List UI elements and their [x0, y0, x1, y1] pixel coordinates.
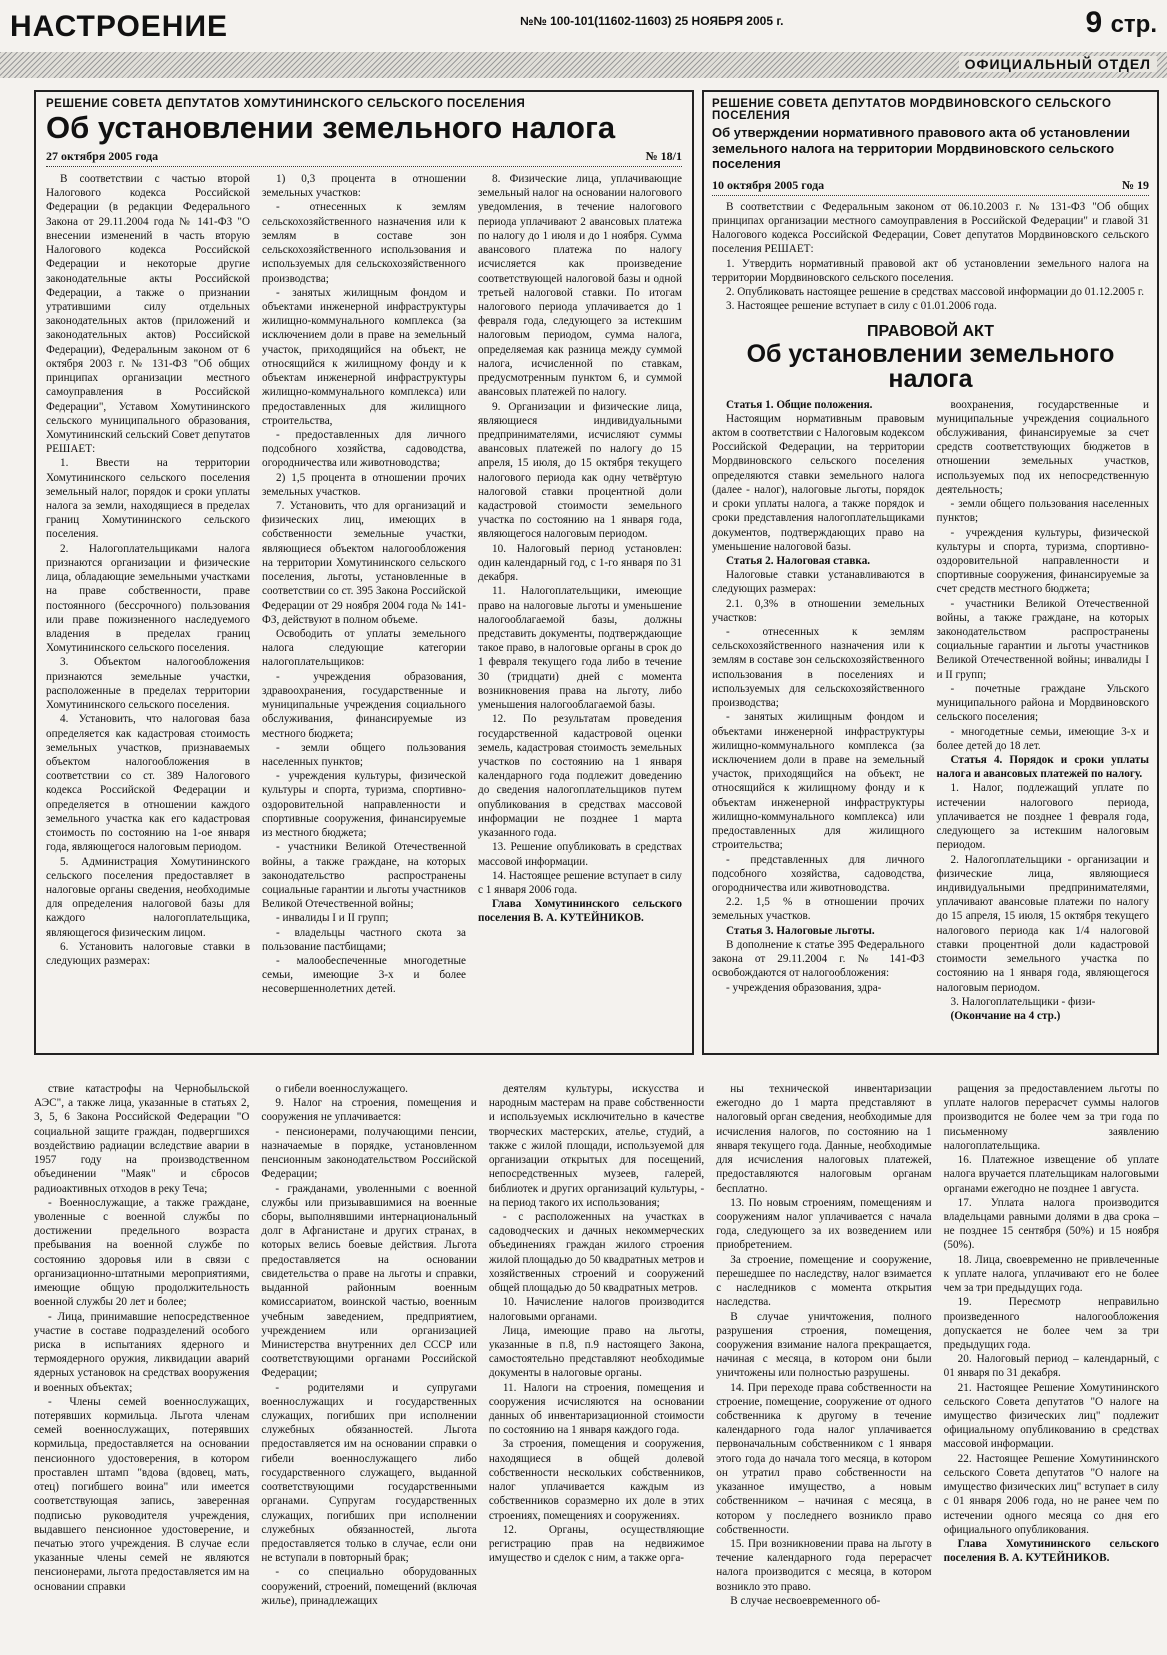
paragraph: - участники Великой Отечественной войны, а также граждане, на которых законодательством распространены социальные гарантии и льготы участников Великой Отечественной войны; инвалиды I и II групп;	[936, 597, 1149, 681]
paragraph: В случае уничтожения, полного разрушения строения, помещения, сооружения взимание налога прекращается, начиная с месяца, в котором они были уничтожены или полностью разрушены.	[716, 1310, 932, 1380]
paragraph: - учреждения образования, здравоохранения, государственные и муниципальные учреждения социального обслуживания, финансируемые из местного бюджета;	[262, 670, 466, 740]
paragraph: 2.2. 1,5 % в отношении прочих земельных участков.	[712, 896, 925, 923]
article-mordvinovo	[702, 90, 1159, 1055]
paragraph: Глава Хомутининского сельского поселения В. А. КУТЕЙНИКОВ.	[478, 898, 682, 925]
paragraph: - учреждения образования, здра-	[726, 981, 882, 994]
paragraph: В дополнение к статье 395 Федерального закона от 29.11.2004 г. № 141-ФЗ освобождаются от налогообложения:	[712, 938, 925, 980]
paragraph: 22. Настоящее Решение Хомутининского сельского Совета депутатов "О налоге на имущество физических лиц" вступает в силу с 01 января 2006 года, но не ранее чем по истечении одного месяца со дня его официального опубликования.	[943, 1452, 1160, 1536]
paragraph: 6. Установить налоговые ставки в следующих размерах:	[46, 940, 250, 968]
article-number: № 19	[1121, 177, 1149, 192]
paragraph: 12. Органы, осуществляющие регистрацию прав на недвижимое имущество и сделок с ним, а также орга-	[488, 1523, 705, 1565]
paragraph: - пенсионерами, получающими пенсии, назначаемые в порядке, установленном пенсионным законодательством Российской Федерации;	[261, 1125, 477, 1181]
paragraph: 9. Организации и физические лица, являющиеся индивидуальными предпринимателями, исчисляют суммы авансовых платежей по налогу до 15 апреля, 15 июля, до 15 октября текущего налогового периода как одну четвёртую налоговой ставки процентной доли кадастровой стоимости земельного участка по состоянию на 1 января года, являющегося налоговым периодом.	[478, 400, 682, 541]
paragraph: - Члены семей военнослужащих, потерявших кормильца. Льгота членам семей военнослужащих, потерявших кормильца, предоставляется на основании пенсионного удостоверения, в котором проставлен штамп "вдова (вдовец, мать, отец) погибшего воина" или имеется соответствующая запись, заверенная подписью руководителя учреждения, выдавшего пенсионное удостоверение, и печатью этого учреждения. В случае если указанные члены семей не являются пенсионерами, льгота предоставляется им на основании справки	[34, 1395, 250, 1593]
paragraph: 1. Утвердить нормативный правовой акт об установлении земельного налога на территории Мордвиновского сельского поселения.	[712, 257, 1149, 284]
page-header	[0, 0, 1167, 52]
paragraph: В соответствии с Федеральным законом от 06.10.2003 г. № 131-ФЗ "Об общих принципах организации местного самоуправления в Российской Федерации" и главой 31 Налогового кодекса Российской Федерации, Совет депутатов Мордвиновского сельского поселения РЕШАЕТ:	[712, 200, 1149, 256]
paragraph: 21. Настоящее Решение Хомутининского сельского Совета депутатов "О налоге на имущество физических лиц" подлежит официальному опубликованию в средствах массовой информации.	[943, 1381, 1160, 1451]
continuation-section	[34, 1082, 1159, 1647]
article-dateline	[46, 149, 682, 167]
paragraph: 3. Налогоплательщики - физи-	[950, 995, 1096, 1008]
continuation-column-5	[944, 1082, 1159, 1647]
article-subtitle: Об утверждении нормативного правового акта об установлении земельного налога на территории Мордвиновского сельского поселения	[712, 125, 1131, 172]
paragraph: - Военнослужащие, а также граждане, уволенные с военной службы по достижении предельного возраста пребывания на военной службе по состоянию здоровья или в связи с организационно-штатными мероприятиями, имеющие общую продолжительность военной службы 20 лет и более;	[34, 1196, 250, 1309]
paragraph: - предоставленных для личного подсобного хозяйства, садоводства, огородничества или животноводства;	[262, 428, 466, 470]
paragraph: 10. Налоговый период установлен: один календарный год, с 1-го января по 31 декабря.	[478, 542, 682, 584]
paragraph: 3. Объектом налогообложения признаются земельные участки, расположенные в пределах территории Хомутининского сельского поселения.	[46, 656, 250, 712]
paragraph: Статья 4. Порядок и сроки уплаты налога и авансовых платежей по налогу.	[936, 754, 1149, 781]
paragraph: 7. Установить, что для организаций и физических лиц, имеющих в собственности земельные участки, являющиеся объектом налогообложения на территории Хомутининского сельского поселения, льготы, установленные в соответствии со ст. 395 Закона Российской Федерации от 29 ноября 2004 года № 141-ФЗ, действуют в полном объеме.	[262, 500, 466, 626]
paragraph: - отнесенных к землям сельскохозяйственного назначения или к землям в составе зон сельскохозяйственного использования и используемых для сельскохозяйственного производства;	[262, 201, 466, 285]
paragraph: - инвалиды I и II групп;	[276, 912, 389, 925]
paragraph: Настоящим нормативным правовым актом в соответствии с Налоговым кодексом Российской Федерации, на территории Мордвиновского сельского поселения определяются ставки земельного налога (далее - налог), налоговые льготы, порядок и сроки уплаты налога, а также порядок и сроки представления налогоплательщиками документов, подтверждающих право на уменьшение налоговой базы.	[712, 412, 925, 553]
paragraph: - Лица, принимавшие непосредственное участие в составе подразделений особого риска в испытаниях ядерного и термоядерного оружия, ликвидации аварий ядерных установок на средствах вооружения и военных объектах;	[34, 1310, 250, 1394]
paragraph: - малообеспеченные многодетные семьи, имеющие 3-х и более несовершеннолетних детей.	[262, 955, 466, 996]
paragraph: - участники Великой Отечественной войны, а также граждане, на которых законодательство распространены социальные гарантии и льготы участников Великой Отечественной войны;	[262, 841, 466, 911]
paragraph: 8. Физические лица, уплачивающие земельный налог на основании налогового уведомления, в течение налогового периода уплачивают 2 авансовых платежа по налогу до 1 июля и до 1 ноября. Сумма авансового платежа по налогу исчисляется как произведение соответствующей налоговой базы и одной третьей налоговой ставки. По итогам налогового периода уплачивается до 1 февраля года, следующего за истекшим налоговым периодом, сумма налога, определяемая как разница между суммой налога, исчисленной по ставкам, предусмотренным пунктом 6, и суммой авансовых платежей по налогу.	[478, 173, 682, 399]
paragraph: 13. Решение опубликовать в средствах массовой информации.	[478, 841, 682, 868]
paragraph: деятелям культуры, искусства и народным мастерам на праве собственности и используемых исключительно в качестве творческих мастерских, ателье, студий, а также с жилой площади, используемой для организации открытых для посещений, непосредственных музеев, галерей, библиотек и других организаций культуры, - на период такого их использования;	[488, 1083, 705, 1209]
paragraph: - учреждения культуры, физической культуры и спорта, туризма, спортивно-оздоровительной направленности и спортивные сооружения, финансируемые из местного бюджета;	[262, 770, 466, 840]
paragraph: 16. Платежное извещение об уплате налога вручается плательщикам налоговыми органами ежегодно не позднее 1 августа.	[943, 1154, 1160, 1195]
paragraph: Освободить от уплаты земельного налога следующие категории налогоплательщиков:	[262, 628, 466, 669]
continuation-column-4	[716, 1082, 931, 1647]
act-column-2	[936, 398, 1150, 1022]
article-title: Об установлении земельного налога	[46, 110, 616, 145]
act-title: Об установлении земельного налога	[746, 339, 1115, 393]
paragraph: - занятых жилищным фондом и объектами инженерной инфраструктуры жилищно-коммунального комплекса (за исключением доли в праве на земельный участок, приходящийся на объект, не относящийся к жилищному фонду и к объектам инженерной инфраструктуры жилищно-коммунального комплекса) или предоставленных для жилищного строительства,	[262, 286, 466, 427]
paragraph: 20. Налоговый период – календарный, с 01 января по 31 декабря.	[943, 1353, 1160, 1380]
paragraph: (Окончание на 4 стр.)	[950, 1009, 1061, 1022]
paragraph: За строения, помещения и сооружения, находящиеся в общей долевой собственности нескольких собственников, налог уплачивается каждым из собственников соразмерно их доле в этих строениях, помещениях и сооружениях.	[488, 1438, 705, 1522]
paragraph: воохранения, государственные и муниципальные учреждения социального обслуживания, финансируемые за счет средств соответствующих бюджетов в отношении земельных участков, используемых под их непосредственную деятельность;	[936, 398, 1149, 496]
act-columns	[712, 398, 1149, 1022]
paragraph: 2. Опубликовать настоящее решение в средствах массовой информации до 01.12.2005 г.	[726, 286, 1145, 299]
paragraph: 11. Налогоплательщики, имеющие право на налоговые льготы и уменьшение налогооблагаемой базы, должны представить документы, подтверждающие такое право, в налоговые органы в срок до 1 февраля текущего года либо в течение 30 (тридцати) дней с момента возникновения права на льготу, либо уменьшения налогооблагаемой базы.	[478, 585, 682, 712]
masthead: НАСТРОЕНИЕ	[10, 10, 229, 43]
paragraph: 17. Уплата налога производится владельцами равными долями в два срока – не позднее 15 сентября (50%) и 15 ноября (50%).	[943, 1196, 1160, 1252]
paragraph: 15. При возникновении права на льготу в течение календарного года перерасчет налога производится с месяца, в котором возникло это право.	[716, 1538, 932, 1593]
paragraph: 14. При переходе права собственности на строение, помещение, сооружение от одного собственника к другому в течение календарного года налог уплачивается первоначальным собственником с 1 января этого года до начала того месяца, в котором он утратил право собственности на указанное имущество, а новым собственником – начиная с месяца, в котором у последнего возникло право собственности.	[716, 1381, 932, 1536]
paragraph: 10. Начисление налогов производится налоговыми органами.	[488, 1296, 705, 1323]
paragraph: 5. Администрация Хомутининского сельского поселения предоставляет в налоговые органы сведения, необходимые для определения налоговой базы для каждого налогоплательщика, являющегося физическим лицом.	[46, 855, 250, 939]
paragraph: ны технической инвентаризации ежегодно до 1 марта представляют в налоговый орган сведения, необходимые для исчисления налогов, по состоянию на 1 января текущего года. Данные, необходимые для исчисления налоговых платежей, предоставляются налоговым органам бесплатно.	[716, 1083, 932, 1195]
paragraph: - отнесенных к землям сельскохозяйственного назначения или к землям в составе зон сельскохозяйственного использования в поселениях и используемых для сельскохозяйственного производства;	[712, 626, 925, 710]
article-kicker: РЕШЕНИЕ СОВЕТА ДЕПУТАТОВ МОРДВИНОВСКОГО СЕЛЬСКОГО ПОСЕЛЕНИЯ	[712, 98, 1112, 122]
paragraph: ращения за предоставлением льготы по уплате налогов перерасчет суммы налогов производится не более чем за три года по письменному заявлению налогоплательщика.	[943, 1083, 1160, 1152]
act-column-1	[712, 398, 925, 998]
paragraph: 1. Налог, подлежащий уплате по истечении налогового периода, уплачивается не позднее 1 февраля года, следующего за истекшим налоговым периодом.	[936, 782, 1149, 852]
paragraph: - представленных для личного подсобного хозяйства, садоводства, огородничества или животноводства.	[712, 853, 925, 894]
paragraph: 19. Пересмотр неправильно произведенного налогообложения допускается не более чем за три предыдущих года.	[943, 1296, 1160, 1351]
paragraph: о гибели военнослужащего.	[275, 1083, 408, 1095]
paragraph: Статья 1. Общие положения.	[726, 398, 873, 411]
article-column-3	[478, 172, 682, 1027]
paragraph: 12. По результатам проведения государственной кадастровой оценки земель, кадастровая стоимость земельных участков по состоянию на 1 января календарного года подлежит доведению до сведения налогоплательщиков путем опубликования в средствах массовой информации не позднее 1 марта указанного года.	[478, 713, 682, 840]
continuation-column-2	[261, 1082, 476, 1647]
act-label: ПРАВОВОЙ АКТ	[867, 322, 994, 340]
paragraph: 13. По новым строениям, помещениям и сооружениям налог уплачивается с начала года, следующего за их возведением или приобретением.	[716, 1196, 932, 1252]
paragraph: - земли общего пользования населенных пунктов;	[262, 741, 466, 768]
paragraph: - занятых жилищным фондом и объектами инженерной инфраструктуры жилищно-коммунального комплекса (за исключением доли в праве на земельный участок, приходящийся на объект, не относящийся к жилищному фонду и к объектам инженерной инфраструктуры жилищно-коммунального комплекса) или предоставленных для жилищного строительства;	[712, 711, 925, 852]
paragraph: В соответствии с частью второй Налогового кодекса Российской Федерации (в редакции Федерального Закона от 29.11.2004 года № 141-ФЗ "О внесении изменений в часть вторую Налогового кодекса Российской Федерации и некоторые другие законодательные акты Российской Федерации, а также о признании утратившими силу отдельных законодательных актов (приложений и законодательных актов) Российской Федерации), Федеральным законом от 6 октября 2003 г. № 131-ФЗ "Об общих принципах организации местного самоуправления в Российской Федерации", Уставом Хомутининского сельского муниципального образования, Хомутининский сельский Совет депутатов РЕШАЕТ:	[46, 173, 250, 456]
paragraph: 3. Настоящее решение вступает в силу с 01.01.2006 года.	[726, 300, 997, 313]
paragraph: В случае несвоевременного об-	[730, 1594, 881, 1607]
article-number: № 18/1	[645, 149, 682, 163]
article-columns	[46, 172, 682, 1027]
continuation-column-1	[34, 1082, 249, 1647]
paragraph: 2. Налогоплательщики - организации и физические лица, являющиеся индивидуальными предпринимателями, уплачивают авансовые платежи по налогу до 15 апреля, 15 июля, 15 октября текущего налогового периода как 1/4 налоговой ставки процентной доли кадастровой стоимости земельного участка по состоянию на 1 января года, являющегося налоговым периодом.	[936, 853, 1149, 994]
paragraph: - родителями и супругами военнослужащих и государственных служащих, погибших при исполнении служебных обязанностей. Льгота предоставляется им на основании справки о гибели военнослужащего либо государственного служащего, выданной соответствующими государственными органами. Супругам государственных служащих, погибших при исполнении служебных обязанностей, льгота предоставляется только в случае, если они не вступали в повторный брак;	[261, 1381, 477, 1565]
paragraph: - учреждения культуры, физической культуры и спорта, туризма, спортивно-оздоровительной направленности и спортивные сооружения, финансируемые за счет средств местного бюджета;	[936, 526, 1149, 596]
paragraph: 4. Установить, что налоговая база определяется как кадастровая стоимость земельных участков, признаваемых объектом налогообложения в соответствии со ст. 389 Налогового кодекса Российской Федерации и определяется в отношении каждого земельного участка как его кадастровая стоимость по состоянию на 1-ое января года, являющегося налоговым периодом.	[46, 713, 250, 854]
paragraph: - почетные граждане Ульского муниципального района и Мордвиновского сельского поселения;	[936, 682, 1149, 724]
article-intro	[712, 200, 1149, 314]
article-date: 10 октября 2005 года	[712, 177, 825, 192]
paragraph: - гражданами, уволенными с военной службы или призывавшимися на военные сборы, выполнявшими интернациональный долг в Афганистане и других странах, в которых велись боевые действия. Льгота предоставляется на основании свидетельства о праве на льготы и справки, выданной районным военным комиссариатом, воинской частью, военным учебным заведением, предприятием, учреждением или организацией Министерства внутренних дел СССР или соответствующими органами Российской Федерации;	[261, 1182, 477, 1380]
paragraph: 2. Налогоплательщиками налога признаются организации и физические лица, обладающие земельными участками на праве собственности, праве постоянного (бессрочного) пользования или праве пожизненного наследуемого владения в пределах границ Хомутининского сельского поселения.	[46, 542, 250, 655]
paragraph: Налоговые ставки устанавливаются в следующих размерах:	[712, 569, 925, 596]
section-label: ОФИЦИАЛЬНЫЙ ОТДЕЛ	[959, 56, 1157, 72]
article-column-2	[262, 172, 466, 1027]
page-number-value: 9	[1085, 6, 1103, 39]
paragraph: - владельцы частного скота за пользование пастбищами;	[262, 926, 466, 953]
paragraph: 2.1. 0,3% в отношении земельных участков:	[712, 597, 925, 624]
issue-line: №№ 100-101(11602-11603) 25 НОЯБРЯ 2005 г.	[520, 14, 784, 28]
paragraph: - земли общего пользования населенных пунктов;	[936, 498, 1149, 525]
paragraph: 1) 0,3 процента в отношении земельных участков:	[262, 173, 466, 200]
paragraph: 2) 1,5 процента в отношении прочих земельных участков.	[262, 471, 466, 498]
paragraph: Статья 2. Налоговая ставка.	[726, 554, 871, 567]
paragraph: ствие катастрофы на Чернобыльской АЭС", а также лица, указанные в статьях 2, 3, 5, 6 Закона Российской Федерации "О социальной защите граждан, подвергшихся воздействию радиации вследствие аварии в 1957 году на производственном объединении "Маяк" и сбросов радиоактивных отходов в реку Теча;	[34, 1083, 250, 1195]
article-column-1	[46, 172, 250, 1027]
paragraph: 9. Налог на строения, помещения и сооружения не уплачивается:	[261, 1097, 477, 1124]
paragraph: - со специально оборудованных сооружений, строений, помещений (включая жилье), принадлежащих	[261, 1566, 477, 1607]
paragraph: Глава Хомутининского сельского поселения В. А. КУТЕЙНИКОВ.	[943, 1538, 1160, 1565]
paragraph: 11. Налоги на строения, помещения и сооружения исчисляются на основании данных об инвентаризационной стоимости по состоянию на 1 января каждого года.	[488, 1381, 705, 1437]
paragraph: - многодетные семьи, имеющие 3-х и более детей до 18 лет.	[936, 725, 1149, 752]
page-number-suffix: стр.	[1110, 11, 1157, 38]
page-number	[1086, 6, 1157, 40]
article-khomutinino	[34, 90, 694, 1055]
paragraph: Лица, имеющие право на льготы, указанные в п.8, п.9 настоящего Закона, самостоятельно представляют необходимые документы в налоговые органы.	[488, 1324, 705, 1380]
paragraph: - с расположенных на участках в садоводческих и дачных некоммерческих объединениях граждан жилого строения жилой площадью до 50 квадратных метров и хозяйственных строений и сооружений общей площадью до 50 квадратных метров.	[488, 1210, 705, 1295]
paragraph: 14. Настоящее решение вступает в силу с 1 января 2006 года.	[478, 869, 682, 896]
paragraph: За строение, помещение и сооружение, перешедшее по наследству, налог взимается с наследников с момента открытия наследства.	[716, 1253, 932, 1309]
article-kicker: РЕШЕНИЕ СОВЕТА ДЕПУТАТОВ ХОМУТИНИНСКОГО СЕЛЬСКОГО ПОСЕЛЕНИЯ	[46, 98, 526, 110]
paragraph: 1. Ввести на территории Хомутининского сельского поселения земельный налог, порядок и сроки уплаты налога за земли, находящиеся в пределах границ Хомутининского сельского поселения.	[46, 457, 250, 541]
paragraph: 18. Лица, своевременно не привлеченные к уплате налога, уплачивают его не более чем за три предыдущих года.	[943, 1253, 1160, 1295]
article-dateline	[712, 178, 1149, 196]
continuation-column-3	[489, 1082, 704, 1647]
article-date: 27 октября 2005 года	[46, 149, 159, 163]
paragraph: Статья 3. Налоговые льготы.	[726, 924, 875, 937]
